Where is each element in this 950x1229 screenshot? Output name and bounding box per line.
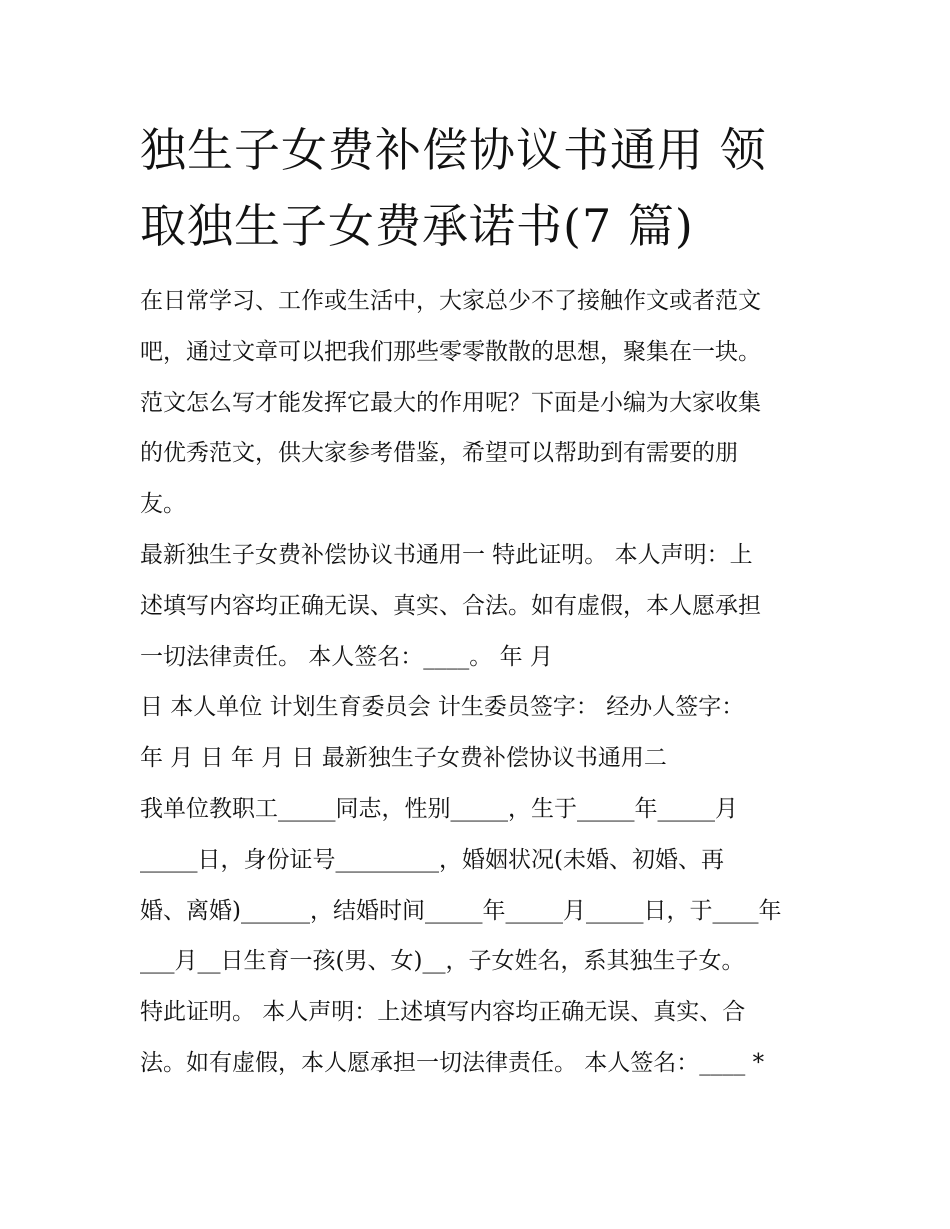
body-line: 婚、离婚)______，结婚时间_____年_____月_____日，于____年 — [140, 897, 782, 924]
body-line: _____日，身份证号_________，婚姻状况(未婚、初婚、再 — [140, 846, 724, 873]
title-line-1: 独生子女费补偿协议书通用 领 — [140, 123, 767, 177]
body-line: 在日常学习、工作或生活中，大家总少不了接触作文或者范文 — [140, 288, 761, 314]
body-line: 法。如有虚假，本人愿承担一切法律责任。 本人签名：____ * — [140, 1049, 765, 1076]
body-line: 友。 — [140, 491, 186, 518]
body-line: 最新独生子女费补偿协议书通用一 特此证明。 本人声明：上 — [140, 541, 753, 568]
body-line: 范文怎么写才能发挥它最大的作用呢？下面是小编为大家收集 — [140, 389, 761, 416]
body-line: 一切法律责任。 本人签名：____。 年 月 — [140, 643, 553, 670]
body-line: 年 月 日 年 月 日 最新独生子女费补偿协议书通用二 — [140, 745, 667, 772]
body-line: 吧，通过文章可以把我们那些零零散散的思想，聚集在一块。 — [140, 338, 761, 365]
body-line: 特此证明。 本人声明：上述填写内容均正确无误、真实、合 — [140, 999, 746, 1026]
body-line: 日 本人单位 计划生育委员会 计生委员签字： 经办人签字： — [140, 694, 745, 721]
document-body — [140, 276, 820, 1089]
document-title — [140, 112, 830, 264]
body-line: 述填写内容均正确无误、真实、合法。如有虚假，本人愿承担 — [140, 592, 761, 619]
title-line-2: 取独生子女费承诺书(7 篇) — [140, 199, 694, 253]
body-line: 我单位教职工_____同志，性别_____，生于_____年_____月 — [140, 795, 738, 822]
body-line: 的优秀范文，供大家参考借鉴，希望可以帮助到有需要的朋 — [140, 440, 738, 467]
body-line: ___月__日生育一孩(男、女)__，子女姓名，系其独生子女。 — [140, 948, 745, 975]
